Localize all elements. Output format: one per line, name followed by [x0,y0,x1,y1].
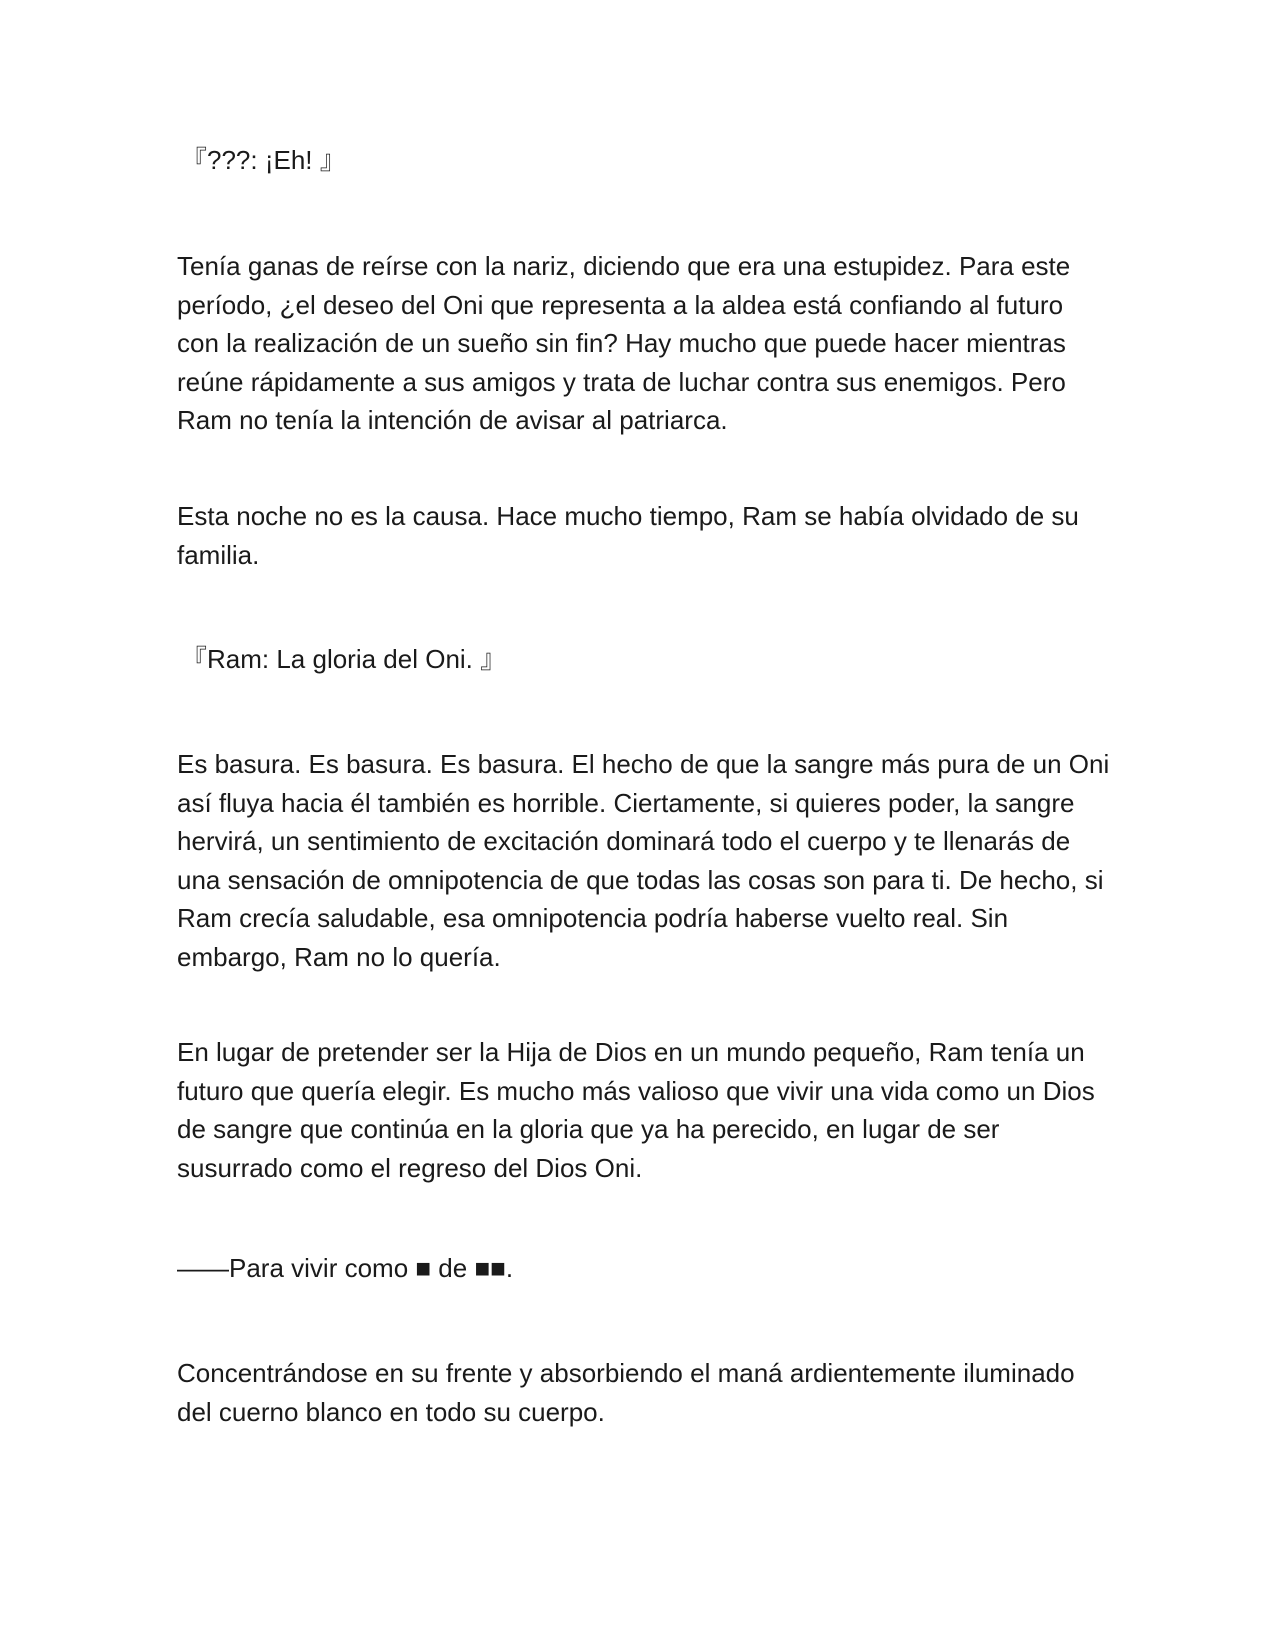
paragraph: Esta noche no es la causa. Hace mucho tiempo, Ram se había olvidado de su familia. [177,501,1079,570]
paragraph: Concentrándose en su frente y absorbiendo el maná ardientemente iluminado del cuerno blanco en todo su cuerpo. [177,1358,1075,1427]
paragraph: En lugar de pretender ser la Hija de Dios en un mundo pequeño, Ram tenía un futuro que quería elegir. Es mucho más valioso que vivir una vida como un Dios de sangre que continúa en la gloria que ya ha perecido, en lugar de ser susurrado como el regreso del Dios Oni. [177,1037,1095,1183]
paragraph: Tenía ganas de reírse con la nariz, diciendo que era una estupidez. Para este período, ¿el deseo del Oni que representa a la aldea está confiando al futuro con la realización de un sueño sin fin? Hay mucho que puede hacer mientras reúne rápidamente a sus amigos y trata de luchar contra sus enemigos. Pero Ram no tenía la intención de avisar al patriarca. [177,251,1071,435]
monologue-line: ——Para vivir como ■ de ■■. [177,1253,514,1283]
dialogue-line: 『Ram: La gloria del Oni. 』 [181,644,507,674]
paragraph: Es basura. Es basura. Es basura. El hecho de que la sangre más pura de un Oni así fluya hacia él también es horrible. Ciertamente, si quieres poder, la sangre hervirá, un sentimiento de excitación dominará todo el cuerpo y te llenarás de una sensación de omnipotencia de que todas las cosas son para ti. De hecho, si Ram crecía saludable, esa omnipotencia podría haberse vuelto real. Sin embargo, Ram no lo quería. [177,749,1110,972]
dialogue-line: 『???: ¡Eh! 』 [181,145,346,175]
